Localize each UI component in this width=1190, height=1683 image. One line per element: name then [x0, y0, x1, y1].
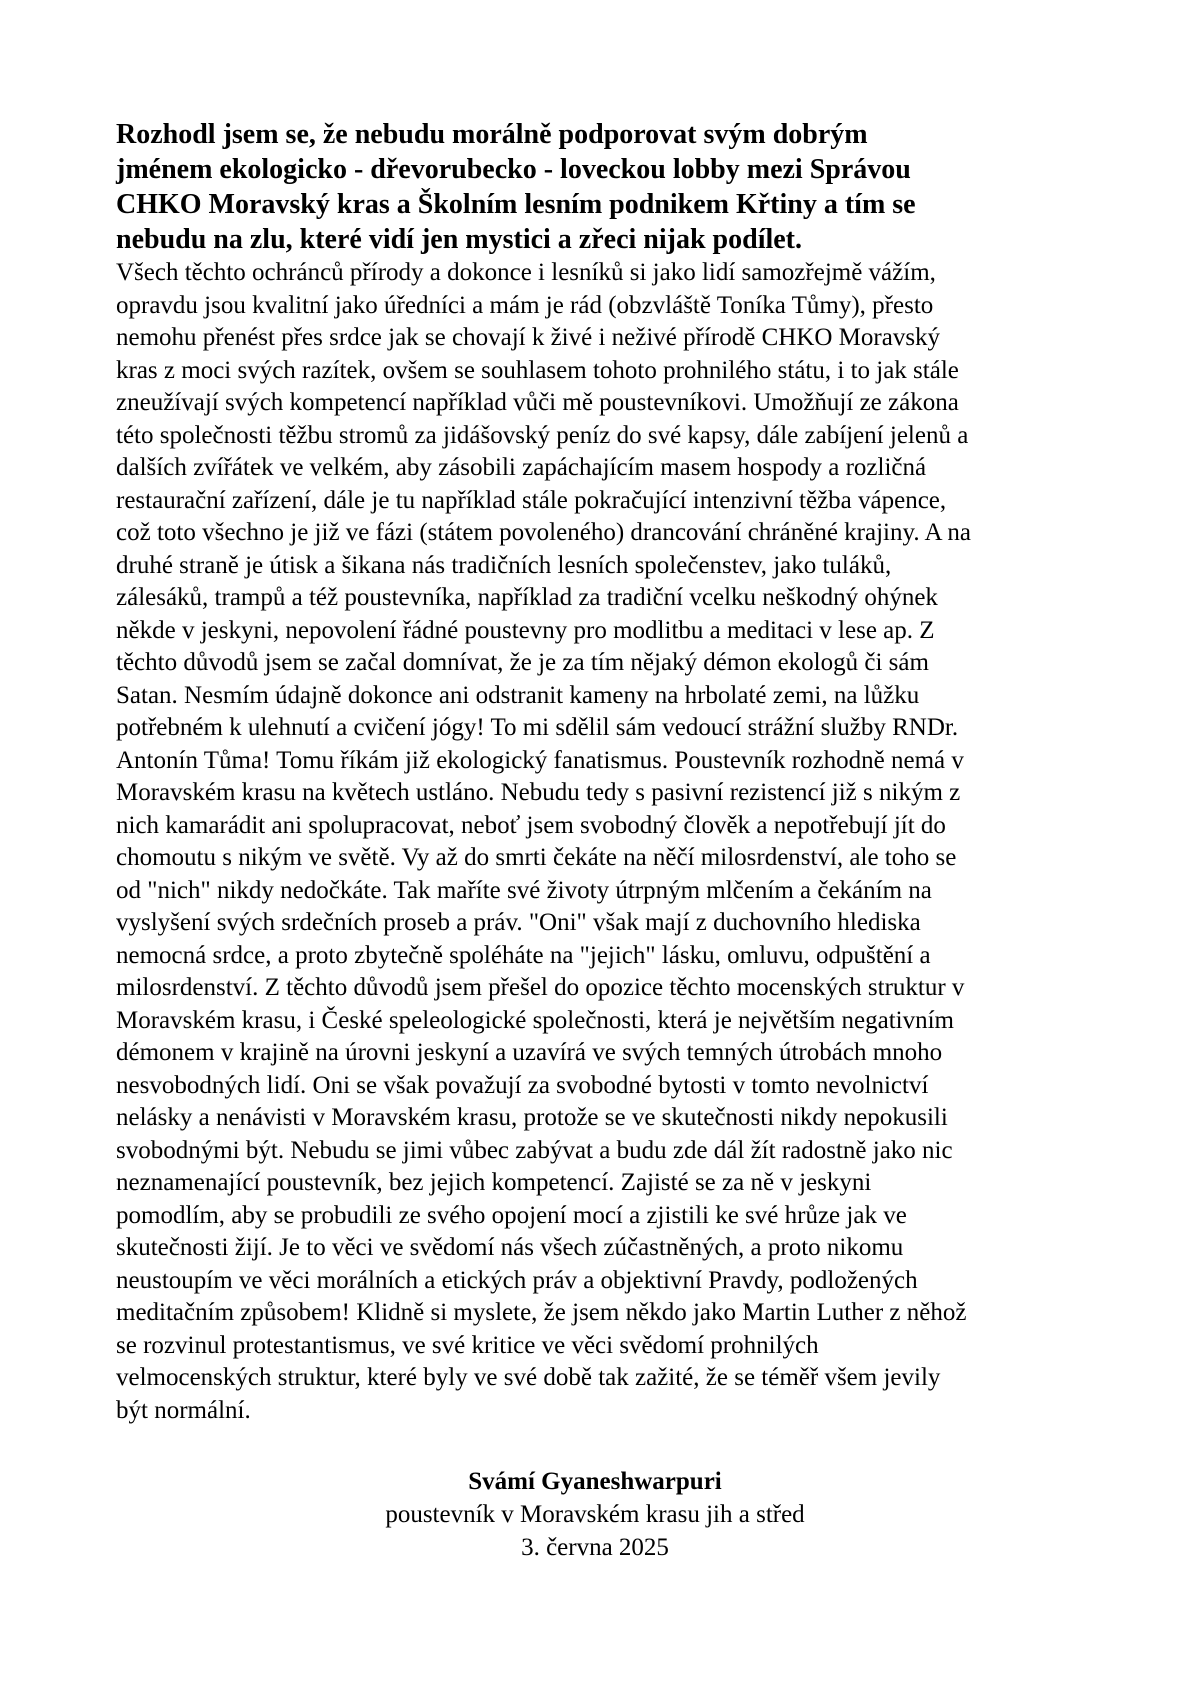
heading-line: nebudu na zlu, které vidí jen mystici a zřeci nijak podílet. [116, 224, 802, 255]
body-line: být normální. [116, 1396, 251, 1424]
body-line: Moravském krasu, i České speleologické společnosti, která je největším negativním [116, 1006, 954, 1034]
body-line: nelásky a nenávisti v Moravském krasu, protože se ve skutečnosti nikdy nepokusili [116, 1104, 948, 1131]
body-line: Všech těchto ochránců přírody a dokonce i lesníků si jako lidí samozřejmě vážím, [116, 259, 936, 286]
body-line: kras z moci svých razítek, ovšem se souhlasem tohoto prohnilého státu, i to jak stále [116, 356, 959, 384]
document-page [116, 117, 1096, 1427]
body-line: těchto důvodů jsem se začal domnívat, že je za tím nějaký démon ekologů či sám [116, 649, 929, 676]
body-line: nemohu přenést přes srdce jak se chovají k živé i neživé přírodě CHKO Moravský [116, 324, 941, 351]
body-line: neustoupím ve věci morálních a etických práv a objektivní Pravdy, podložených [116, 1266, 918, 1294]
body-line: pomodlím, aby se probudili ze svého opojení mocí a zjistili ke své hrůze jak ve [116, 1201, 907, 1229]
body-line: skutečnosti žijí. Je to věci ve svědomí nás všech zúčastněných, a proto nikomu [116, 1234, 904, 1261]
body-line: nesvobodných lidí. Oni se však považují za svobodné bytosti v tomto nevolnictví [116, 1071, 929, 1099]
body-line: zálesáků, trampů a též poustevníka, například za tradiční vcelku neškodný ohýnek [116, 584, 938, 611]
body-line: zneužívají svých kompetencí například vůči mě poustevníkovi. Umožňují ze zákona [116, 389, 959, 416]
signature-block [0, 1465, 1190, 1564]
body-line: svobodnými být. Nebudu se jimi vůbec zabývat a budu zde dál žít radostně jako nic [116, 1136, 953, 1164]
heading-line: jménem ekologicko - dřevorubecko - loveckou lobby mezi Správou [116, 154, 911, 185]
body-line: této společnosti těžbu stromů za jidášovský peníz do své kapsy, dále zabíjení jelenů a [116, 421, 969, 449]
body-line: neznamenající poustevník, bez jejich kompetencí. Zajisté se za ně v jeskyni [116, 1169, 872, 1196]
body-line: Antonín Tůma! Tomu říkám již ekologický fanatismus. Poustevník rozhodně nemá v [116, 746, 964, 774]
body-line: vyslyšení svých srdečních proseb a práv. "Oni" však mají z duchovního hlediska [116, 909, 921, 936]
body-line: chomoutu s nikým ve světě. Vy až do smrti čekáte na něčí milosrdenství, ale toho se [116, 844, 957, 871]
heading-line: CHKO Moravský kras a Školním lesním podnikem Křtiny a tím se [116, 189, 916, 220]
body-line: což toto všechno je již ve fázi (státem povoleného) drancování chráněné krajiny. A na [116, 519, 971, 546]
body-line: od "nich" nikdy nedočkáte. Tak maříte své životy útrpným mlčením a čekáním na [116, 876, 932, 904]
body-line: někde v jeskyni, nepovolení řádné poustevny pro modlitbu a meditaci v lese ap. Z [116, 616, 935, 644]
body-line: meditačním způsobem! Klidně si myslete, že jsem někdo jako Martin Luther z něhož [116, 1299, 967, 1326]
document-body [116, 257, 1096, 1427]
body-line: velmocenských struktur, které byly ve své době tak zažité, že se téměř všem jevily [116, 1364, 941, 1391]
body-line: nich kamarádit ani spolupracovat, neboť jsem svobodný člověk a nepotřebují jít do [116, 811, 946, 839]
body-line: dalších zvířátek ve velkém, aby zásobili zapáchajícím masem hospody a rozličná [116, 454, 927, 481]
body-line: druhé straně je útisk a šikana nás tradičních lesních společenstev, jako tuláků, [116, 551, 892, 579]
signature-date: 3. června 2025 [521, 1534, 669, 1561]
signature-title: poustevník v Moravském krasu jih a střed [385, 1501, 805, 1528]
body-line: Moravském krasu na květech ustláno. Nebudu tedy s pasivní rezistencí již s nikým z [116, 779, 961, 806]
body-line: potřebném k ulehnutí a cvičení jógy! To mi sdělil sám vedoucí strážní služby RNDr. [116, 714, 959, 741]
body-line: milosrdenství. Z těchto důvodů jsem přešel do opozice těchto mocenských struktur v [116, 974, 965, 1001]
body-line: Satan. Nesmím údajně dokonce ani odstranit kameny na hrbolaté zemi, na lůžku [116, 681, 920, 709]
document-heading [116, 117, 1096, 257]
body-line: se rozvinul protestantismus, ve své kritice ve věci svědomí prohnilých [116, 1331, 819, 1359]
body-line: démonem v krajině na úrovni jeskyní a uzavírá ve svých temných útrobách mnoho [116, 1039, 943, 1066]
body-line: nemocná srdce, a proto zbytečně spoléháte na "jejich" lásku, omluvu, odpuštění a [116, 941, 931, 969]
body-line: restaurační zařízení, dále je tu například stále pokračující intenzivní těžba vápence, [116, 486, 947, 514]
heading-line: Rozhodl jsem se, že nebudu morálně podporovat svým dobrým [116, 119, 868, 150]
body-line: opravdu jsou kvalitní jako úředníci a mám je rád (obzvláště Toníka Tůmy), přesto [116, 291, 934, 319]
signature-name: Svámí Gyaneshwarpuri [468, 1468, 722, 1495]
